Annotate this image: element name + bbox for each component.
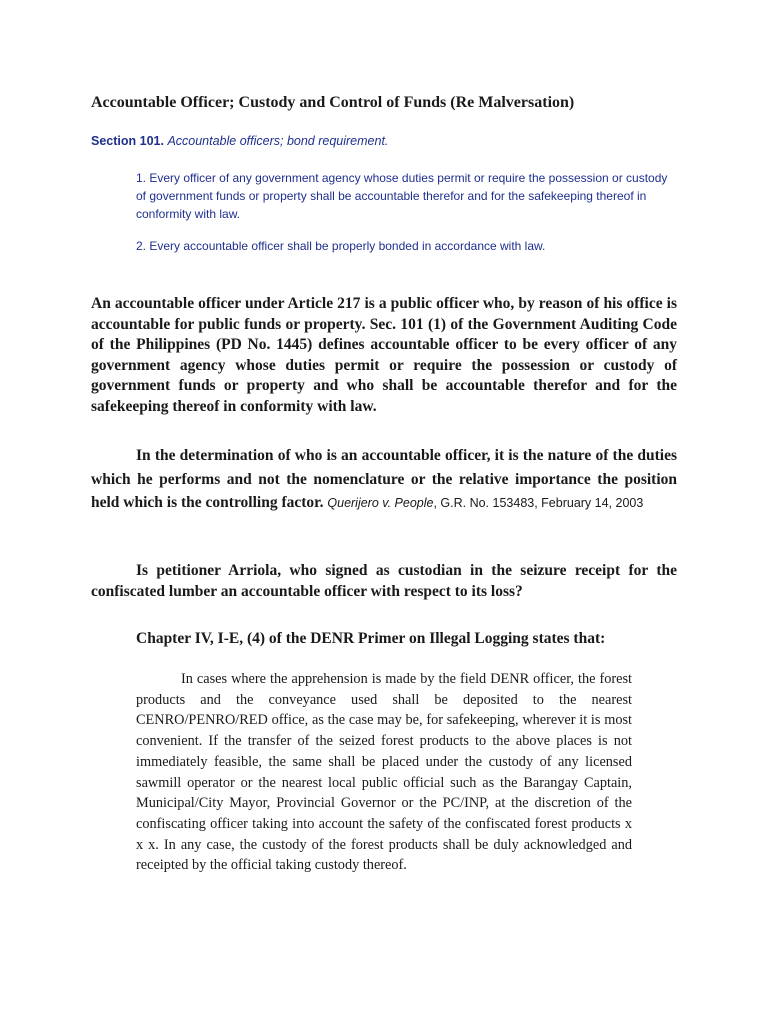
section-heading	[91, 134, 691, 148]
section-item-2: 2. Every accountable officer shall be properly bonded in accordance with law.	[136, 239, 546, 253]
citation-details: , G.R. No. 153483, February 14, 2003	[433, 496, 644, 510]
paragraph-accountable-officer-definition: An accountable officer under Article 217 is a public officer who, by reason of his office is accountable for public funds or property. Sec. 101 (1) of the Government Auditing Code of the Philippines (PD No. 1445) defines accountable officer to be every officer of any government agency whose duties permit or require the possession or custody of government funds or property and who shall be accountable therefor and for the safekeeping thereof in conformity with law.	[91, 295, 677, 415]
section-caption: Accountable officers; bond requirement.	[167, 134, 389, 148]
section-item-1: 1. Every officer of any government agency whose duties permit or require the possession or custody of government funds or property shall be accountable therefor and for the safekeeping thereof in conformity with law.	[136, 171, 668, 221]
section-number: Section 101.	[91, 134, 164, 148]
paragraph-determination-text: In the determination of who is an accountable officer, it is the nature of the duties which he performs and not the nomenclature or the relative importance the position held which is the controlling factor.	[91, 447, 677, 511]
case-citation	[327, 496, 643, 510]
paragraph-question: Is petitioner Arriola, who signed as custodian in the seizure receipt for the confiscated lumber an accountable officer with respect to its loss?	[91, 562, 677, 600]
paragraph-denr-primer: Chapter IV, I-E, (4) of the DENR Primer on Illegal Logging states that:	[136, 630, 606, 647]
quoted-primer-passage: In cases where the apprehension is made by the field DENR officer, the forest products and the conveyance used shall be deposited to the nearest CENRO/PENRO/RED office, as the case may be, for safekeeping, wherever it is most convenient. If the transfer of the seized forest products to the above places is not immediately feasible, the same shall be placed under the custody of any licensed sawmill operator or the nearest local public official such as the Barangay Captain, Municipal/City Mayor, Provincial Governor or the PC/INP, at the discretion of the confiscating officer taking into account the safety of the confiscated forest products x x x. In any case, the custody of the forest products shall be duly acknowledged and receipted by the official taking custody thereof.	[136, 671, 632, 874]
citation-case-name: Querijero v. People	[327, 496, 434, 510]
paragraph-determination	[91, 444, 677, 516]
document-title: Accountable Officer; Custody and Control of Funds (Re Malversation)	[91, 94, 575, 111]
